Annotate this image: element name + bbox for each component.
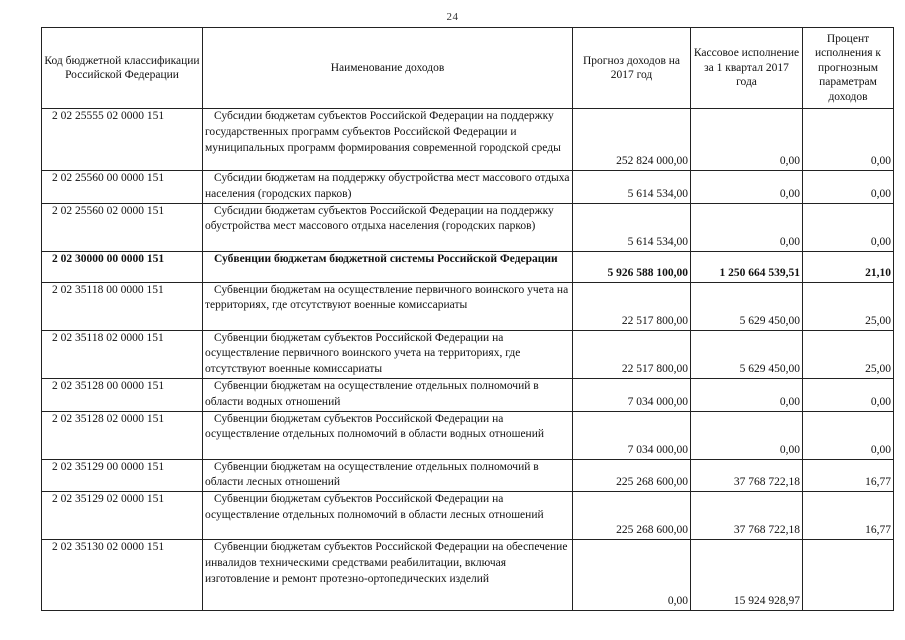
- row-name-text: Субвенции бюджетам на осуществление первичного воинского учета на территориях, где отсутствуют военные комиссариаты: [205, 283, 569, 312]
- row-percent: 25,00: [803, 282, 894, 330]
- row-percent: 0,00: [803, 378, 894, 411]
- table-row: [42, 378, 894, 411]
- row-forecast: 0,00: [573, 540, 691, 611]
- row-cash: 5 629 450,00: [691, 330, 803, 378]
- row-percent: [803, 540, 894, 611]
- row-percent: 16,77: [803, 459, 894, 492]
- row-forecast: 22 517 800,00: [573, 330, 691, 378]
- row-code: 2 02 35128 02 0000 151: [42, 411, 203, 459]
- header-forecast: Прогноз доходов на 2017 год: [573, 28, 691, 109]
- row-name: [203, 459, 573, 492]
- row-name-text: Субсидии бюджетам на поддержку обустройства мест массового отдыха населения (городских парков): [205, 172, 570, 200]
- row-cash: 0,00: [691, 203, 803, 251]
- table-row: [42, 330, 894, 378]
- row-code: 2 02 25560 02 0000 151: [42, 203, 203, 251]
- row-name: [203, 171, 573, 204]
- row-code: 2 02 25560 00 0000 151: [42, 171, 203, 204]
- row-name: [203, 251, 573, 282]
- header-name: Наименование доходов: [203, 28, 573, 109]
- row-forecast: 5 614 534,00: [573, 171, 691, 204]
- row-forecast: 22 517 800,00: [573, 282, 691, 330]
- row-name: [203, 330, 573, 378]
- row-code: 2 02 25555 02 0000 151: [42, 109, 203, 171]
- row-forecast: 225 268 600,00: [573, 459, 691, 492]
- row-cash: 5 629 450,00: [691, 282, 803, 330]
- row-percent: 0,00: [803, 171, 894, 204]
- table-header-row: [42, 28, 894, 109]
- row-name-text: Субвенции бюджетам субъектов Российской Федерации на осуществление отдельных полномочий в области водных отношений: [205, 412, 545, 441]
- row-forecast: 225 268 600,00: [573, 492, 691, 540]
- table-body: [42, 109, 894, 611]
- table-row: [42, 459, 894, 492]
- row-name-text: Субвенции бюджетам субъектов Российской Федерации на осуществление отдельных полномочий в области лесных отношений: [205, 493, 544, 521]
- row-code: 2 02 35129 02 0000 151: [42, 492, 203, 540]
- table-row: [42, 492, 894, 540]
- row-name: [203, 282, 573, 330]
- row-name: [203, 411, 573, 459]
- row-code: 2 02 35118 00 0000 151: [42, 282, 203, 330]
- table-row: [42, 251, 894, 282]
- table-row: [42, 171, 894, 204]
- row-cash: 1 250 664 539,51: [691, 251, 803, 282]
- row-name: [203, 540, 573, 611]
- row-name-text: Субвенции бюджетам на осуществление отдельных полномочий в области лесных отношений: [205, 460, 539, 489]
- row-name: [203, 492, 573, 540]
- row-cash: 0,00: [691, 109, 803, 171]
- row-cash: 0,00: [691, 171, 803, 204]
- row-cash: 15 924 928,97: [691, 540, 803, 611]
- row-name-text: Субсидии бюджетам субъектов Российской Федерации на поддержку государственных программ субъектов Российской Федерации и муниципальных программ формирования современной городской среды: [205, 110, 561, 154]
- row-forecast: 5 614 534,00: [573, 203, 691, 251]
- row-name-text: Субвенции бюджетам субъектов Российской Федерации на обеспечение инвалидов техническими средствами реабилитации, включая изготовление и ремонт протезно-ортопедических изделий: [205, 541, 568, 585]
- row-forecast: 5 926 588 100,00: [573, 251, 691, 282]
- row-percent: 0,00: [803, 203, 894, 251]
- row-code: 2 02 30000 00 0000 151: [42, 251, 203, 282]
- table-row: [42, 109, 894, 171]
- row-forecast: 7 034 000,00: [573, 411, 691, 459]
- row-percent: 21,10: [803, 251, 894, 282]
- page-number: 24: [446, 11, 459, 23]
- row-forecast: 252 824 000,00: [573, 109, 691, 171]
- table-row: [42, 540, 894, 611]
- row-name: [203, 109, 573, 171]
- row-name: [203, 203, 573, 251]
- header-cash: Кассовое исполнение за 1 квартал 2017 года: [691, 28, 803, 109]
- row-cash: 37 768 722,18: [691, 492, 803, 540]
- table-row: [42, 203, 894, 251]
- revenue-table: [41, 27, 894, 611]
- row-forecast: 7 034 000,00: [573, 378, 691, 411]
- row-code: 2 02 35118 02 0000 151: [42, 330, 203, 378]
- table-row: [42, 282, 894, 330]
- row-name-text: Субвенции бюджетам субъектов Российской Федерации на осуществление первичного воинского учета на территориях, где отсутствуют военные комиссариаты: [205, 331, 521, 376]
- row-name-text: Субвенции бюджетам бюджетной системы Российской Федерации: [214, 252, 558, 265]
- row-cash: 0,00: [691, 411, 803, 459]
- row-name: [203, 378, 573, 411]
- row-percent: 25,00: [803, 330, 894, 378]
- row-name-text: Субсидии бюджетам субъектов Российской Федерации на поддержку обустройства мест массового отдыха населения (городских парков): [205, 204, 554, 233]
- row-percent: 16,77: [803, 492, 894, 540]
- row-name-text: Субвенции бюджетам на осуществление отдельных полномочий в области водных отношений: [205, 379, 539, 408]
- row-code: 2 02 35129 00 0000 151: [42, 459, 203, 492]
- row-cash: 0,00: [691, 378, 803, 411]
- row-code: 2 02 35130 02 0000 151: [42, 540, 203, 611]
- table-row: [42, 411, 894, 459]
- header-percent: Процент исполнения к прогнозным параметрам доходов: [803, 28, 894, 109]
- row-percent: 0,00: [803, 109, 894, 171]
- row-percent: 0,00: [803, 411, 894, 459]
- row-cash: 37 768 722,18: [691, 459, 803, 492]
- row-code: 2 02 35128 00 0000 151: [42, 378, 203, 411]
- header-code: Код бюджетной классификации Российской Федерации: [42, 28, 203, 109]
